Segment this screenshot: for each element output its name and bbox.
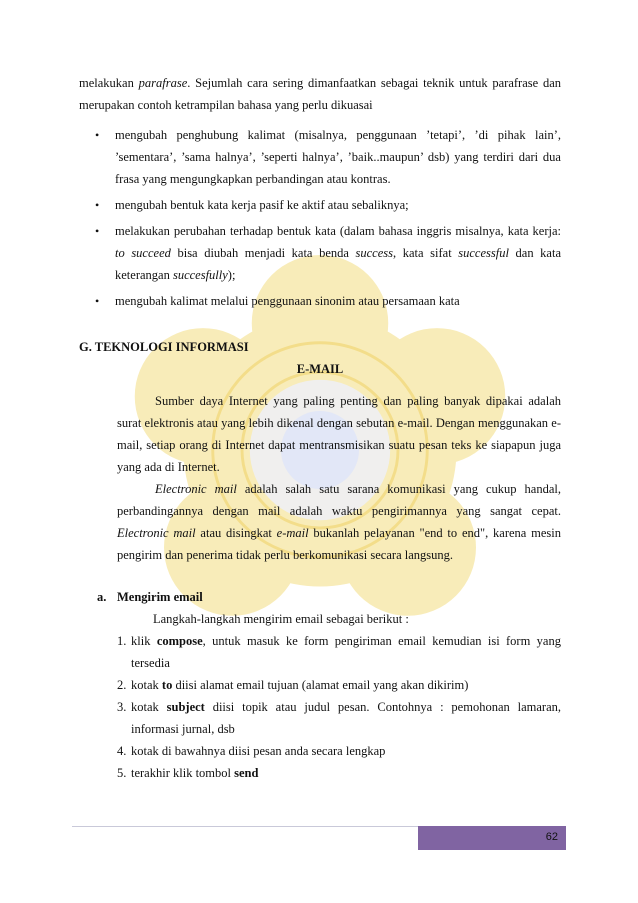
intro-paragraph: melakukan parafrase. Sejumlah cara sering dimanfaatkan sebagai teknik untuk parafrase dan merupakan contoh ketrampilan bahasa yang perlu dikuasai	[79, 76, 562, 112]
step-item: 5. terakhir klik tombol send	[117, 766, 259, 780]
page-content	[79, 72, 561, 784]
list-item: • mengubah bentuk kata kerja pasif ke aktif atau sebaliknya;	[79, 194, 561, 216]
step-item: 4. kotak di bawahnya diisi pesan anda secara lengkap	[117, 744, 386, 758]
list-item: • mengubah penghubung kalimat (misalnya, penggunaan ’tetapi’, ’di pihak lain’, ’sementara’, ’sama halnya’, ’seperti halnya’, ’baik..maupun’ dsb) yang terdiri dari dua frasa yang mengungkapkan perbandingan atau kontras.	[79, 124, 561, 190]
bullet-icon: •	[95, 294, 100, 308]
list-item: • melakukan perubahan terhadap bentuk kata (dalam bahasa inggris misalnya, kata kerja: to succeed bisa diubah menjadi kata benda success, kata sifat successful dan kata keterangan succesfully);	[79, 220, 561, 286]
page-number: 62	[545, 831, 558, 843]
bullet-icon: •	[95, 128, 100, 142]
step-item: 3. kotak subject diisi topik atau judul pesan. Contohnya : pemohonan lamaran, informasi jurnal, dsb	[117, 700, 561, 736]
bullet-icon: •	[95, 224, 100, 238]
list-item: • mengubah kalimat melalui penggunaan sinonim atau persamaan kata	[79, 290, 561, 312]
email-paragraph-2: Electronic mail adalah salah satu sarana komunikasi yang cukup handal, perbandingannya dengan mail adalah waktu pengirimannya yang sangat cepat. Electronic mail atau disingkat e-mail bukanlah pelayanan "end to end", karena mesin pengirim dan penerima tidak perlu berkomunikasi secara langsung.	[117, 482, 561, 562]
bullet-icon: •	[95, 198, 100, 212]
send-email-steps	[79, 630, 561, 784]
step-item: 2. kotak to diisi alamat email tujuan (alamat email yang akan dikirim)	[117, 678, 469, 692]
section-subheading: E-MAIL	[296, 362, 344, 376]
steps-intro: Langkah-langkah mengirim email sebagai berikut :	[153, 612, 409, 626]
subsection-heading: a. Mengirim email	[97, 590, 203, 604]
step-item: 1. klik compose, untuk masuk ke form pengiriman email kemudian isi form yang tersedia	[117, 634, 561, 670]
email-paragraph-1: Sumber daya Internet yang paling penting dan paling banyak dipakai adalah surat elektronis atau yang lebih dikenal dengan sebutan e-mail. Dengan menggunakan e-mail, setiap orang di Internet dapat mentransmisikan suatu pesan teks ke siapapun juga yang ada di Internet.	[117, 394, 561, 474]
paraphrase-technique-list	[79, 124, 561, 312]
section-heading: G. TEKNOLOGI INFORMASI	[79, 340, 249, 354]
